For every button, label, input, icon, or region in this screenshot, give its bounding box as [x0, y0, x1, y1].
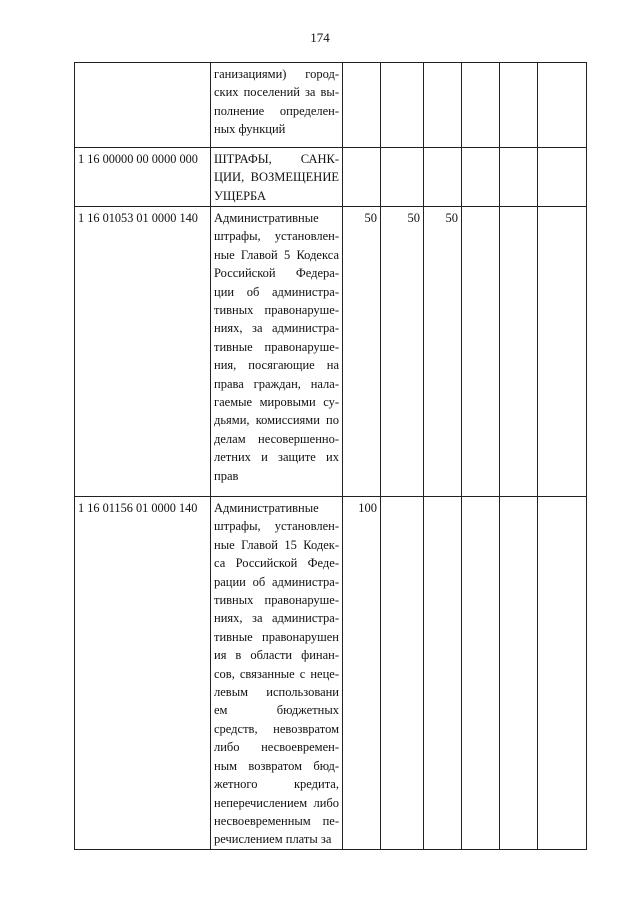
value-cell: [462, 63, 500, 148]
description-line: ских поселений за вы-: [214, 85, 339, 100]
row-code: [75, 63, 211, 148]
value-cell: [381, 148, 424, 207]
table-row: [75, 497, 587, 850]
description-line: прав: [214, 468, 239, 483]
value-cell: [343, 63, 381, 148]
value-cell: 50: [381, 207, 424, 497]
table-row: [75, 207, 587, 497]
description-line: ные Главой 15 Кодек-: [214, 537, 339, 552]
value-cell: [538, 148, 587, 207]
value-cell: [462, 207, 500, 497]
description-line: ем бюджетных: [214, 703, 339, 718]
description-line: неперечислением либо: [214, 795, 339, 810]
description-line: ных функций: [214, 122, 286, 137]
description-line: ния, посягающие на: [214, 358, 339, 373]
value-cell: 50: [424, 207, 462, 497]
description-line: тивных правонаруше-: [214, 593, 339, 608]
description-line: либо несвоевремен-: [214, 740, 339, 755]
value-cell: [343, 148, 381, 207]
description-line: сов, связанные с неце-: [214, 666, 339, 681]
description-line: летних и защите их: [214, 450, 339, 465]
description-line: средств, невозвратом: [214, 721, 339, 736]
description-line: ия в области финан-: [214, 648, 339, 663]
value-cell: [424, 148, 462, 207]
description-line: ниях, за администра-: [214, 611, 339, 626]
description-line: штрафы, установлен-: [214, 229, 339, 244]
description-line: ШТРАФЫ, САНК-: [214, 152, 339, 166]
description-line: делам несовершенно-: [214, 431, 339, 446]
description-line: штрафы, установлен-: [214, 519, 339, 534]
description-line: речислением платы за: [214, 832, 332, 847]
description-line: ные Главой 5 Кодекса: [214, 247, 339, 262]
row-description: [211, 63, 343, 148]
value-cell: [462, 497, 500, 850]
value-cell: [500, 497, 538, 850]
description-line: Российской Федера-: [214, 266, 339, 281]
description-line: ЦИИ, ВОЗМЕЩЕНИЕ: [214, 170, 339, 185]
table-row: [75, 63, 587, 148]
value-cell: [500, 148, 538, 207]
description-line: несвоевременным пе-: [214, 813, 339, 828]
row-description: [211, 207, 343, 497]
row-description: [211, 148, 343, 207]
page-number: 174: [310, 30, 330, 45]
budget-table: [74, 62, 587, 850]
description-line: левым использовани: [214, 685, 339, 700]
value-cell: [500, 207, 538, 497]
description-line: тивные правонарушен: [214, 629, 339, 644]
value-cell: [424, 63, 462, 148]
description-line: рации об администра-: [214, 574, 339, 589]
row-code: 1 16 01053 01 0000 140: [75, 207, 211, 497]
description-line: УЩЕРБА: [214, 188, 267, 203]
description-line: тивные правонаруше-: [214, 339, 339, 354]
description-line: гаемые мировыми су-: [214, 395, 339, 410]
value-cell: 100: [343, 497, 381, 850]
value-cell: [500, 63, 538, 148]
description-line: Административные: [214, 501, 319, 515]
description-line: тивных правонаруше-: [214, 303, 339, 318]
description-line: права граждан, нала-: [214, 376, 339, 391]
description-line: жетного кредита,: [214, 777, 339, 792]
row-code: 1 16 00000 00 0000 000: [75, 148, 211, 207]
description-line: дьями, комиссиями по: [214, 413, 339, 428]
description-line: ным возвратом бюд-: [214, 758, 339, 773]
value-cell: [381, 497, 424, 850]
value-cell: [462, 148, 500, 207]
value-cell: 50: [343, 207, 381, 497]
value-cell: [381, 63, 424, 148]
description-line: ганизациями) город-: [214, 67, 339, 81]
description-line: ции об администра-: [214, 284, 339, 299]
description-line: ниях, за администра-: [214, 321, 339, 336]
value-cell: [538, 63, 587, 148]
table-body: [75, 63, 587, 850]
description-line: полнение определен-: [214, 103, 339, 118]
value-cell: [538, 497, 587, 850]
value-cell: [538, 207, 587, 497]
row-description: [211, 497, 343, 850]
description-line: са Российской Феде-: [214, 556, 339, 571]
table-row: [75, 148, 587, 207]
description-line: Административные: [214, 211, 319, 225]
row-code: 1 16 01156 01 0000 140: [75, 497, 211, 850]
value-cell: [424, 497, 462, 850]
